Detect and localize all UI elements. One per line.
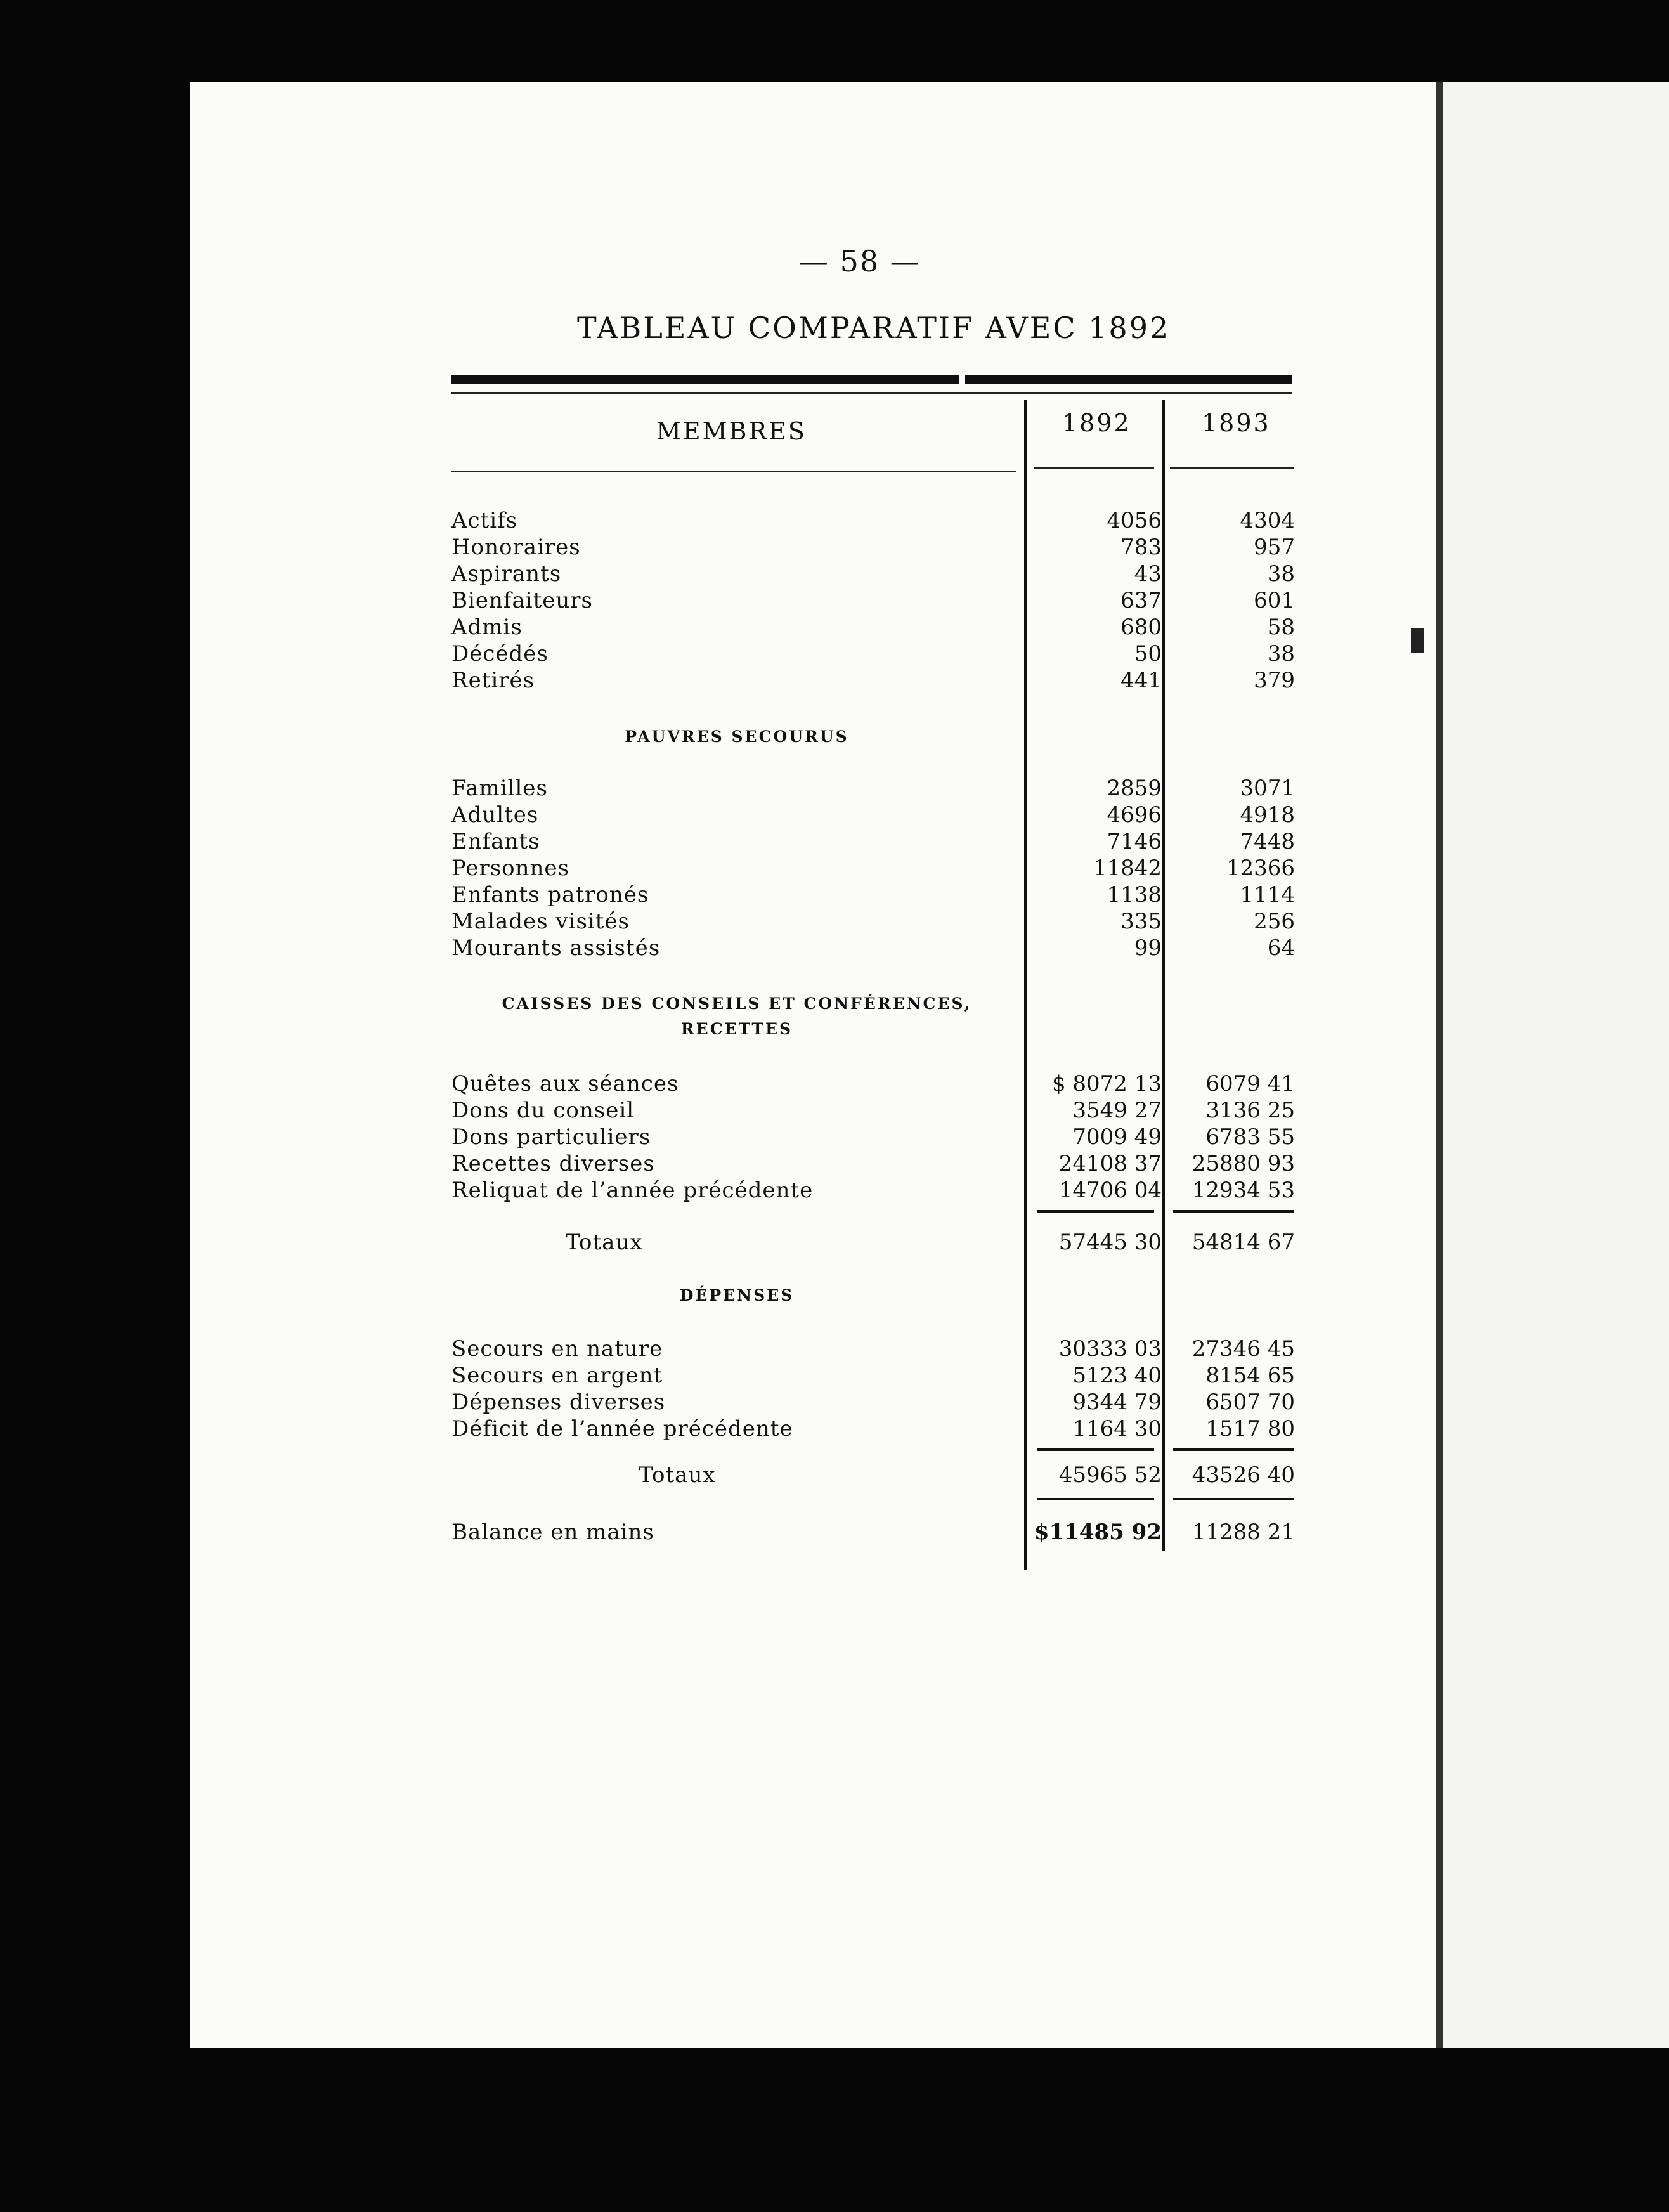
- value-1893: 25880 93: [1192, 1151, 1295, 1176]
- value-1893: 8154 65: [1205, 1363, 1295, 1388]
- row-label: Reliquat de l’année précédente: [451, 1178, 814, 1203]
- row-label: Décédés: [451, 641, 549, 667]
- value-1893: 957: [1254, 535, 1295, 560]
- section-title-pauvres: PAUVRES SECOURUS: [625, 727, 849, 746]
- column-header-1892: 1892: [1062, 409, 1131, 437]
- total-rule: [1037, 1210, 1154, 1213]
- balance-rule: [1173, 1498, 1294, 1500]
- value-1892: 30333 03: [1058, 1336, 1162, 1362]
- binding-mark: [1411, 628, 1424, 653]
- value-1893: 1114: [1240, 882, 1295, 908]
- table-row: [451, 1070, 1301, 1097]
- row-label: Déficit de l’année précédente: [451, 1416, 793, 1441]
- row-label: Malades visités: [451, 909, 630, 934]
- table-row: [451, 534, 1301, 561]
- value-1892: 4696: [1107, 802, 1162, 828]
- value-1893: 6079 41: [1205, 1071, 1295, 1096]
- section-title-caisses: CAISSES DES CONSEILS ET CONFÉRENCES,: [502, 994, 972, 1013]
- value-1892: 1164 30: [1072, 1416, 1162, 1441]
- value-1893: 38: [1267, 641, 1295, 667]
- value-1892: 11842: [1093, 856, 1162, 881]
- value-1892: 7146: [1107, 829, 1162, 854]
- table-row: [451, 1124, 1301, 1150]
- value-1892: 4056: [1107, 508, 1162, 533]
- row-label: Enfants: [451, 829, 540, 854]
- table-row: [451, 1362, 1301, 1389]
- value-1893: 12934 53: [1192, 1178, 1295, 1203]
- value-1892: 783: [1120, 535, 1162, 560]
- value-1893: 27346 45: [1192, 1336, 1295, 1362]
- table-row: [451, 1389, 1301, 1415]
- value-1893: 256: [1254, 909, 1295, 934]
- table-row: [451, 1415, 1301, 1442]
- table-row: [451, 1150, 1301, 1177]
- total-rule: [1173, 1210, 1294, 1213]
- row-label: Dépenses diverses: [451, 1389, 666, 1415]
- value-1893: 12366: [1226, 856, 1295, 881]
- value-1893: 379: [1254, 668, 1295, 693]
- value-1893: 6783 55: [1205, 1124, 1295, 1150]
- value-1892: 5123 40: [1072, 1363, 1162, 1388]
- value-1893: 3136 25: [1205, 1098, 1295, 1123]
- section-title-depenses: DÉPENSES: [679, 1286, 795, 1304]
- row-label: Familles: [451, 776, 548, 801]
- value-1893: 38: [1267, 561, 1295, 587]
- adjacent-page: [1436, 82, 1669, 2048]
- page-number: — 58 —: [799, 244, 921, 278]
- value-1893: 58: [1267, 615, 1295, 640]
- header-underline: [451, 471, 1016, 472]
- value-1892: $ 8072 13: [1051, 1071, 1162, 1096]
- row-label: Aspirants: [451, 561, 562, 587]
- table-row: [451, 828, 1301, 855]
- balance-label: Balance en mains: [451, 1519, 654, 1545]
- total-1893: 54814 67: [1192, 1230, 1295, 1255]
- value-1893: 64: [1267, 935, 1295, 961]
- value-1892: 7009 49: [1072, 1124, 1162, 1150]
- row-label: Quêtes aux séances: [451, 1071, 679, 1096]
- value-1893: 4304: [1240, 508, 1295, 533]
- value-1892: 50: [1134, 641, 1162, 667]
- balance-1892: $11485 92: [1034, 1519, 1162, 1545]
- row-label: Dons particuliers: [451, 1124, 651, 1150]
- row-label: Mourants assistés: [451, 935, 661, 961]
- row-label: Admis: [451, 615, 523, 640]
- table-row: [451, 667, 1301, 694]
- total-label: Totaux: [639, 1462, 716, 1488]
- value-1892: 14706 04: [1058, 1178, 1162, 1203]
- header-rule: [451, 375, 959, 384]
- column-header-1893: 1893: [1202, 409, 1271, 437]
- value-1892: 99: [1134, 935, 1162, 961]
- table-row: [451, 1177, 1301, 1204]
- table-row: [451, 1336, 1301, 1362]
- row-label: Retirés: [451, 668, 535, 693]
- total-label: Totaux: [566, 1230, 643, 1255]
- value-1892: 680: [1120, 615, 1162, 640]
- table-row: [451, 882, 1301, 908]
- header-rule: [965, 375, 1292, 384]
- row-label: Adultes: [451, 802, 539, 828]
- total-rule: [1173, 1448, 1294, 1451]
- row-label: Recettes diverses: [451, 1151, 655, 1176]
- page-title: TABLEAU COMPARATIF AVEC 1892: [577, 311, 1171, 345]
- value-1893: 7448: [1240, 829, 1295, 854]
- balance-rule: [1037, 1498, 1154, 1500]
- row-label: Dons du conseil: [451, 1098, 635, 1123]
- value-1892: 9344 79: [1072, 1389, 1162, 1415]
- header-underline: [1034, 467, 1154, 469]
- value-1892: 43: [1134, 561, 1162, 587]
- table-row: [451, 935, 1301, 961]
- row-label: Honoraires: [451, 535, 581, 560]
- value-1892: 335: [1120, 909, 1162, 934]
- value-1893: 3071: [1240, 776, 1295, 801]
- value-1893: 601: [1254, 588, 1295, 613]
- header-underline: [1170, 467, 1294, 469]
- column-header-membres: MEMBRES: [656, 417, 807, 445]
- total-1892: 45965 52: [1058, 1462, 1162, 1488]
- table-row: [451, 1097, 1301, 1124]
- table-row: [451, 507, 1301, 534]
- table-row: [451, 561, 1301, 587]
- value-1892: 2859: [1107, 776, 1162, 801]
- value-1893: 1517 80: [1205, 1416, 1295, 1441]
- table-row: [451, 908, 1301, 935]
- row-label: Enfants patronés: [451, 882, 649, 908]
- value-1892: 637: [1120, 588, 1162, 613]
- table-row: [451, 587, 1301, 614]
- row-label: Secours en nature: [451, 1336, 663, 1362]
- value-1893: 4918: [1240, 802, 1295, 828]
- header-thin-rule: [451, 392, 1292, 394]
- table-row: [451, 855, 1301, 882]
- table-row: [451, 802, 1301, 828]
- table-row: [451, 775, 1301, 802]
- total-1892: 57445 30: [1058, 1230, 1162, 1255]
- balance-1893: 11288 21: [1192, 1519, 1295, 1545]
- recettes-total-row: [451, 1229, 1301, 1256]
- value-1892: 24108 37: [1058, 1151, 1162, 1176]
- value-1892: 441: [1120, 668, 1162, 693]
- total-rule: [1037, 1448, 1154, 1451]
- row-label: Bienfaiteurs: [451, 588, 593, 613]
- value-1892: 1138: [1107, 882, 1162, 908]
- section-title-recettes: RECETTES: [680, 1020, 793, 1038]
- balance-row: [451, 1519, 1301, 1545]
- total-1893: 43526 40: [1192, 1462, 1295, 1488]
- value-1892: 3549 27: [1072, 1098, 1162, 1123]
- value-1893: 6507 70: [1205, 1389, 1295, 1415]
- row-label: Actifs: [451, 508, 518, 533]
- table-row: [451, 614, 1301, 641]
- table-row: [451, 641, 1301, 667]
- depenses-total-row: [451, 1462, 1301, 1488]
- row-label: Secours en argent: [451, 1363, 663, 1388]
- row-label: Personnes: [451, 856, 570, 881]
